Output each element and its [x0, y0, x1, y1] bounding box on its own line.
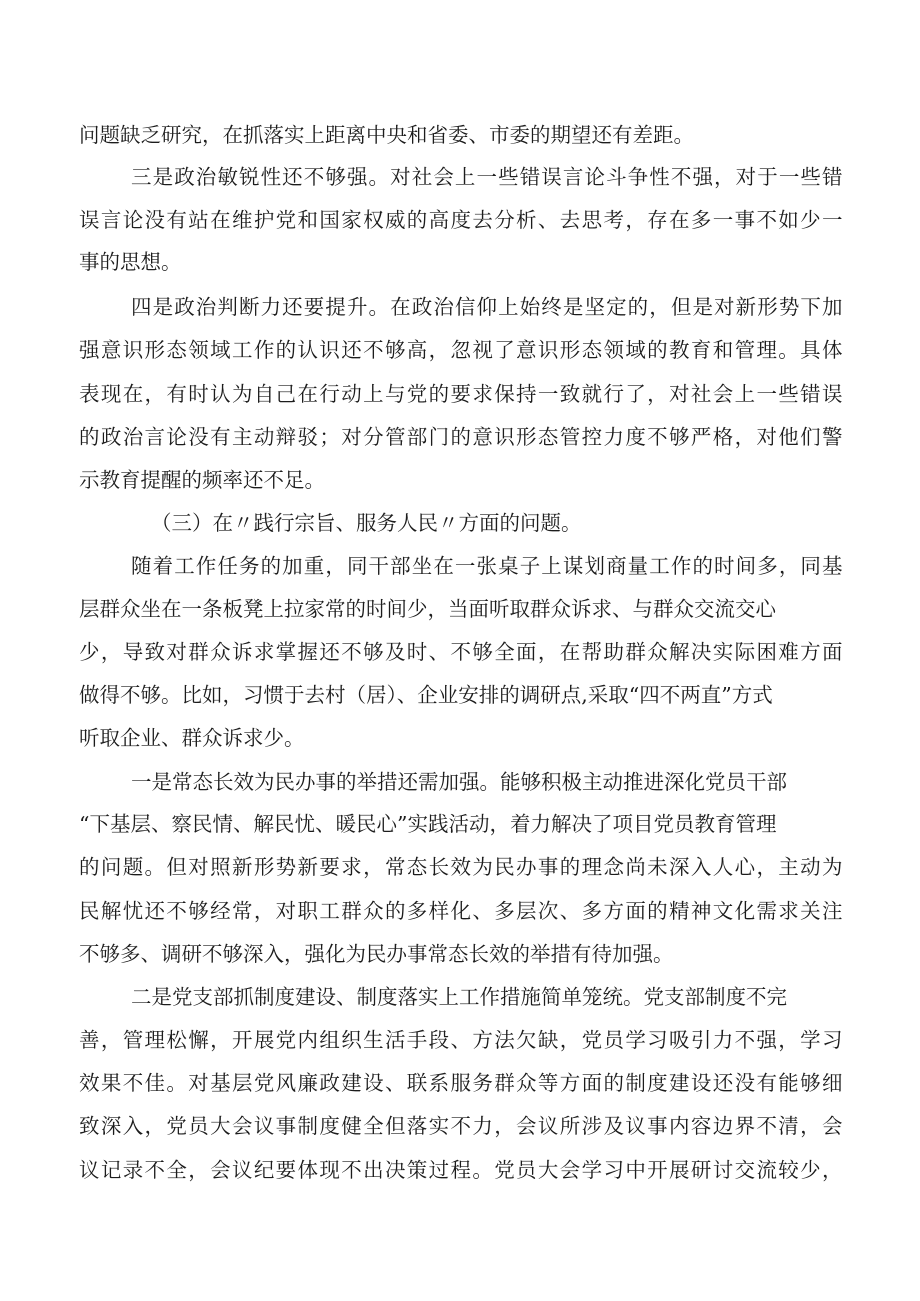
text-line: “下基层、察民情、解民忧、暖民心”实践活动，着力解决了项目党员教育管理: [79, 812, 777, 836]
text-line: 民解忧还不够经常，对职工群众的多样化、多层次、多方面的精神文化需求关注: [79, 899, 844, 923]
text-line: 不够多、调研不够深入，强化为民办事常态长效的举措有待加强。: [79, 942, 674, 966]
text-line: 误言论没有站在维护党和国家权威的高度去分析、去思考，存在多一事不如少一: [79, 208, 844, 232]
text-line: 三是政治敏锐性还不够强。对社会上一些错误言论斗争性不强，对于一些错: [131, 165, 844, 189]
text-line: 问题缺乏研究，在抓落实上距离中央和省委、市委的期望还有差距。: [79, 123, 694, 147]
text-line: 示教育提醒的频率还不足。: [79, 468, 325, 492]
text-line: 的政治言论没有主动辩驳；对分管部门的意识形态管控力度不够严格，对他们警: [79, 425, 844, 449]
text-line: 的问题。但对照新形势新要求，常态长效为民办事的理念尚未深入人心，主动为: [79, 855, 844, 879]
text-line: 二是党支部抓制度建设、制度落实上工作措施简单笼统。党支部制度不完: [131, 985, 787, 1009]
text-line: 随着工作任务的加重，同干部坐在一张桌子上谋划商量工作的时间多，同基: [131, 554, 844, 578]
text-line: 善，管理松懈，开展党内组织生活手段、方法欠缺，党员学习吸引力不强，学习: [79, 1028, 844, 1052]
text-line: 强意识形态领域工作的认识还不够高，忽视了意识形态领域的教育和管理。具体: [79, 338, 844, 362]
section-heading: （三）在〃践行宗旨、服务人民〃方面的问题。: [151, 511, 582, 535]
text-line: 一是常态长效为民办事的举措还需加强。能够积极主动推进深化党员干部: [131, 770, 787, 794]
text-line: 议记录不全，会议纪要体现不出决策过程。党员大会学习中开展研讨交流较少，: [79, 1158, 844, 1182]
text-line: 少，导致对群众诉求掌握还不够及时、不够全面，在帮助群众解决实际困难方面: [79, 640, 844, 664]
text-line: 四是政治判断力还要提升。在政治信仰上始终是坚定的，但是对新形势下加: [131, 295, 844, 319]
text-line: 事的思想。: [79, 250, 182, 274]
text-line: 致深入，党员大会议事制度健全但落实不力，会议所涉及议事内容边界不清，会: [79, 1114, 844, 1138]
text-line: 做得不够。比如，习惯于去村（居）、企业安排的调研点,采取“四不两直”方式: [79, 683, 773, 707]
text-line: 听取企业、群众诉求少。: [79, 726, 305, 750]
text-line: 层群众坐在一条板凳上拉家常的时间少，当面听取群众诉求、与群众交流交心: [79, 597, 776, 621]
text-line: 效果不佳。对基层党风廉政建设、联系服务群众等方面的制度建设还没有能够细: [79, 1071, 844, 1095]
text-line: 表现在，有时认为自己在行动上与党的要求保持一致就行了，对社会上一些错误: [79, 382, 844, 406]
